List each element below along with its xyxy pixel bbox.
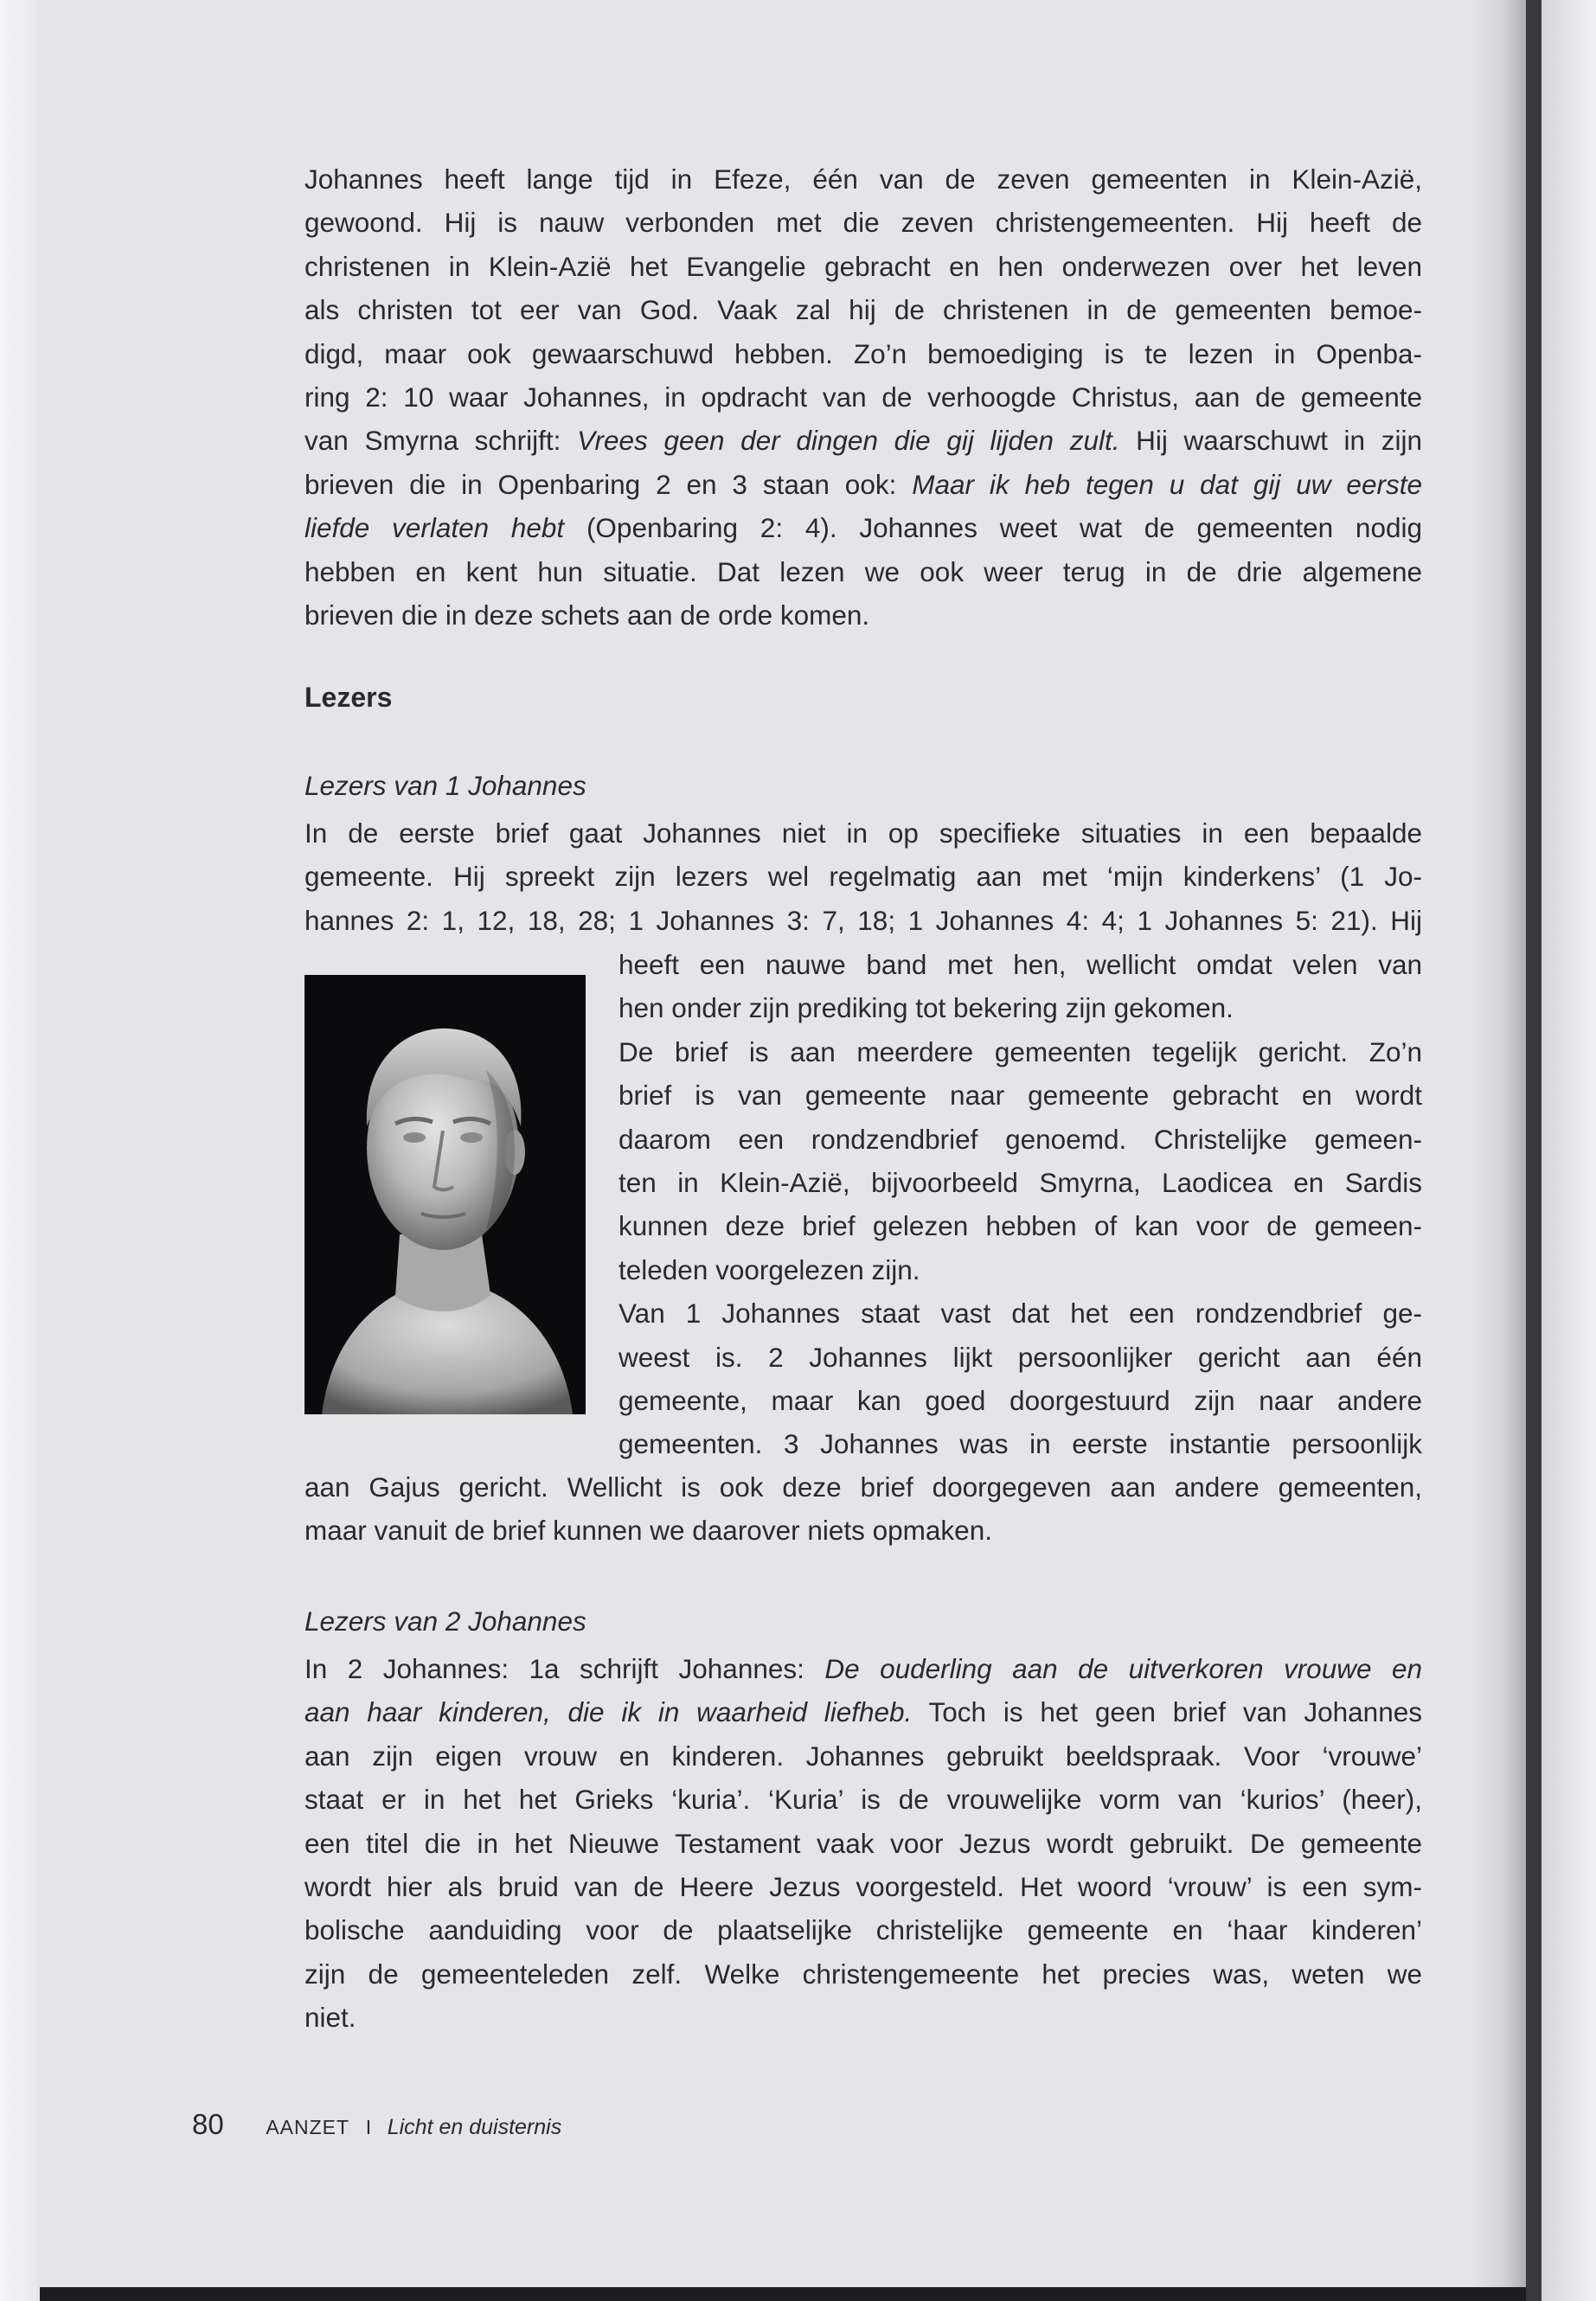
series-name: AANZET <box>266 2116 350 2138</box>
bottom-rule <box>40 2287 1526 2301</box>
body-line: ten in Klein-Azië, bijvoorbeeld Smyrna, Laodicea en Sardis <box>619 1167 1422 1198</box>
intro-line: christenen in Klein-Azië het Evangelie gebracht en hen onderwezen over het leven <box>304 250 1422 282</box>
bible-quote: liefde verlaten hebt <box>304 512 565 544</box>
book-subtitle: Licht en duisternis <box>387 2115 562 2139</box>
body-text: In 2 Johannes: 1a schrijft Johannes: <box>304 1653 825 1684</box>
body-line: staat er in het het Grieks ‘kuria’. ‘Kuria’ is de vrouwelijke vorm van ‘kurios’ (heer), <box>304 1784 1422 1816</box>
spine-edge <box>1526 0 1542 2301</box>
body-line: een titel die in het Nieuwe Testament vaak voor Jezus wordt gebruikt. De gemeente <box>304 1827 1422 1859</box>
body-line: Van 1 Johannes staat vast dat het een rondzendbrief ge- <box>619 1298 1422 1329</box>
subheading-lezers-2-johannes: Lezers van 2 Johannes <box>304 1606 586 1637</box>
intro-line: Johannes heeft lange tijd in Efeze, één van de zeven gemeenten in Klein-Azië, <box>304 163 1422 195</box>
intro-line: brieven die in deze schets aan de orde komen. <box>304 599 870 631</box>
intro-line <box>304 463 1422 506</box>
intro-line: ring 2: 10 waar Johannes, in opdracht van de verhoogde Christus, aan de gemeente <box>304 381 1422 413</box>
body-line: In de eerste brief gaat Johannes niet in op specifieke situaties in een bepaalde <box>304 817 1422 849</box>
intro-text: brieven die in Openbaring 2 en 3 staan ook: <box>304 468 913 500</box>
intro-paragraph <box>304 157 1422 637</box>
footer-separator: I <box>365 2116 372 2138</box>
body-line: bolische aanduiding voor de plaatselijke christelijke gemeente en ‘haar kinderen’ <box>304 1914 1422 1946</box>
lezers1-intro <box>304 811 1422 942</box>
body-line: gemeente. Hij spreekt zijn lezers wel regelmatig aan met ‘mijn kinderkens’ (1 Jo- <box>304 861 1422 893</box>
body-text: Toch is het geen brief van Johannes <box>912 1696 1422 1728</box>
page-number: 80 <box>192 2108 224 2140</box>
intro-line <box>304 506 1422 549</box>
body-line: De brief is aan meerdere gemeenten tegelijk gericht. Zo’n <box>619 1036 1422 1067</box>
lezers1-closing <box>304 1465 1422 1553</box>
scan-edge-right <box>1542 0 1596 2301</box>
body-line: hannes 2: 1, 12, 18, 28; 1 Johannes 3: 7, 18; 1 Johannes 4: 4; 1 Johannes 5: 21). Hij <box>304 904 1422 936</box>
body-line: hen onder zijn prediking tot bekering zijn gekomen. <box>619 992 1234 1023</box>
body-line: weest is. 2 Johannes lijkt persoonlijker gericht aan één <box>619 1342 1422 1373</box>
intro-line: gewoond. Hij is nauw verbonden met die zeven christengemeenten. Hij heeft de <box>304 207 1422 239</box>
intro-text: (Openbaring 2: 4). Johannes weet wat de gemeenten nodig <box>564 512 1422 544</box>
section-heading: Lezers <box>304 682 393 713</box>
body-line: kunnen deze brief gelezen hebben of kan voor de gemeen- <box>619 1210 1422 1241</box>
body-line: teleden voorgelezen zijn. <box>619 1254 920 1285</box>
body-line: aan Gajus gericht. Wellicht is ook deze brief doorgegeven aan andere gemeenten, <box>304 1471 1422 1503</box>
body-line: maar vanuit de brief kunnen we daarover niets opmaken. <box>304 1515 992 1547</box>
body-line: daarom een rondzendbrief genoemd. Christelijke gemeen- <box>619 1124 1422 1155</box>
intro-line: als christen tot eer van God. Vaak zal hij de christenen in de gemeenten bemoe- <box>304 294 1422 326</box>
intro-text: Hij waarschuwt in zijn <box>1119 425 1422 457</box>
scan-edge-left <box>0 0 36 2301</box>
subheading-lezers-1-johannes: Lezers van 1 Johannes <box>304 770 586 801</box>
body-line: brief is van gemeente naar gemeente gebracht en wordt <box>619 1080 1422 1111</box>
body-line: gemeente, maar kan goed doorgestuurd zijn naar andere <box>619 1385 1422 1416</box>
body-line: gemeenten. 3 Johannes was in eerste instantie persoonlijk <box>619 1428 1422 1459</box>
bible-quote: aan haar kinderen, die ik in waarheid liefheb. <box>304 1696 913 1728</box>
body-line: niet. <box>304 2002 356 2034</box>
spine-shadow <box>1471 0 1526 2301</box>
body-line: heeft een nauwe band met hen, wellicht omdat velen van <box>619 949 1422 980</box>
intro-text: van Smyrna schrijft: <box>304 425 578 457</box>
bible-quote: De ouderling aan de uitverkoren vrouwe en <box>824 1653 1422 1684</box>
intro-line: hebben en kent hun situatie. Dat lezen we ook weer terug in de drie algemene <box>304 555 1422 587</box>
bust-illustration <box>304 975 586 1414</box>
body-line <box>304 1647 1422 1690</box>
body-line: wordt hier als bruid van de Heere Jezus voorgesteld. Het woord ‘vrouw’ is een sym- <box>304 1871 1422 1903</box>
intro-line: digd, maar ook gewaarschuwd hebben. Zo’n bemoediging is te lezen in Openba- <box>304 337 1422 369</box>
bible-quote: Maar ik heb tegen u dat gij uw eerste <box>912 468 1422 500</box>
page-footer <box>192 2108 561 2141</box>
body-line: aan zijn eigen vrouw en kinderen. Johannes gebruikt beeldspraak. Voor ‘vrouwe’ <box>304 1740 1422 1772</box>
body-line <box>304 1690 1422 1734</box>
bible-quote: Vrees geen der dingen die gij lijden zult. <box>577 425 1120 457</box>
body-line: zijn de gemeenteleden zelf. Welke christengemeente het precies was, weten we <box>304 1958 1422 1990</box>
bust-photo <box>304 975 586 1414</box>
lezers2-paragraph <box>304 1647 1422 2040</box>
intro-line <box>304 419 1422 462</box>
